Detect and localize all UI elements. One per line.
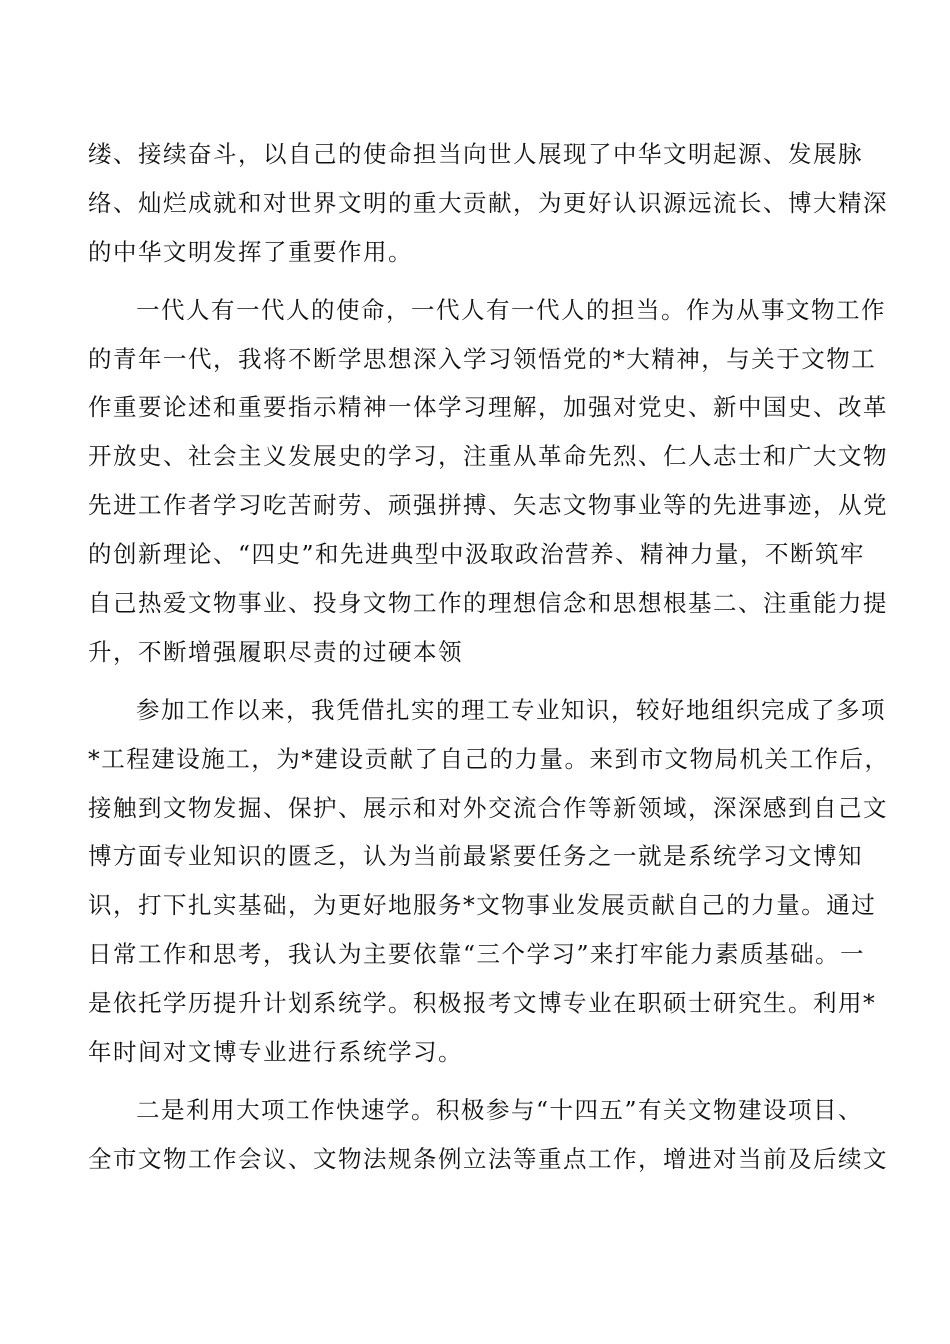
text-line: 的中华文明发挥了重要作用。 <box>88 237 413 266</box>
text-line: 日常工作和思考，我认为主要依靠“三个学习”来打牢能力素质基础。一 <box>88 940 866 969</box>
text-line: 一代人有一代人的使命，一代人有一代人的担当。作为从事文物工作 <box>136 295 886 324</box>
text-line: *工程建设施工，为*建设贡献了自己的力量。来到市文物局机关工作后， <box>88 744 890 773</box>
paragraph-2 <box>88 286 888 677</box>
paragraph-4 <box>88 1086 888 1184</box>
text-line: 参加工作以来，我凭借扎实的理工专业知识，较好地组织完成了多项 <box>136 695 886 724</box>
text-line: 博方面专业知识的匮乏，认为当前最紧要任务之一就是系统学习文博知 <box>88 842 863 871</box>
text-line: 年时间对文博专业进行系统学习。 <box>88 1038 463 1067</box>
text-line: 二是利用大项工作快速学。积极参与“十四五”有关文物建设项目、 <box>136 1095 864 1124</box>
text-line: 先进工作者学习吃苦耐劳、顽强拼搏、矢志文物事业等的先进事迹，从党 <box>88 491 888 520</box>
text-line: 开放史、社会主义发展史的学习，注重从革命先烈、仁人志士和广大文物 <box>88 442 888 471</box>
text-line: 全市文物工作会议、文物法规条例立法等重点工作，增进对当前及后续文 <box>88 1144 888 1173</box>
text-line: 是依托学历提升计划系统学。积极报考文博专业在职硕士研究生。利用* <box>88 989 877 1018</box>
paragraph-3 <box>88 686 890 1077</box>
text-line: 缕、接续奋斗，以自己的使命担当向世人展现了中华文明起源、发展脉 <box>88 140 863 168</box>
text-line: 作重要论述和重要指示精神一体学习理解，加强对党史、新中国史、改革 <box>88 393 888 422</box>
text-line: 的青年一代，我将不断学思想深入学习领悟党的*大精神，与关于文物工 <box>88 344 877 373</box>
text-line: 络、灿烂成就和对世界文明的重大贡献，为更好认识源远流长、博大精深 <box>88 188 888 217</box>
text-line: 识，打下扎实基础，为更好地服务*文物事业发展贡献自己的力量。通过 <box>88 891 877 920</box>
text-line: 升，不断增强履职尽责的过硬本领 <box>88 637 463 666</box>
text-line: 自己热爱文物事业、投身文物工作的理想信念和思想根基二、注重能力提 <box>88 589 888 618</box>
text-line: 的创新理论、“四史”和先进典型中汲取政治营养、精神力量，不断筑牢 <box>88 540 866 569</box>
text-line: 接触到文物发掘、保护、展示和对外交流合作等新领域，深深感到自己文 <box>88 793 888 822</box>
paragraph-1 <box>88 130 888 277</box>
document-body <box>88 130 890 1193</box>
